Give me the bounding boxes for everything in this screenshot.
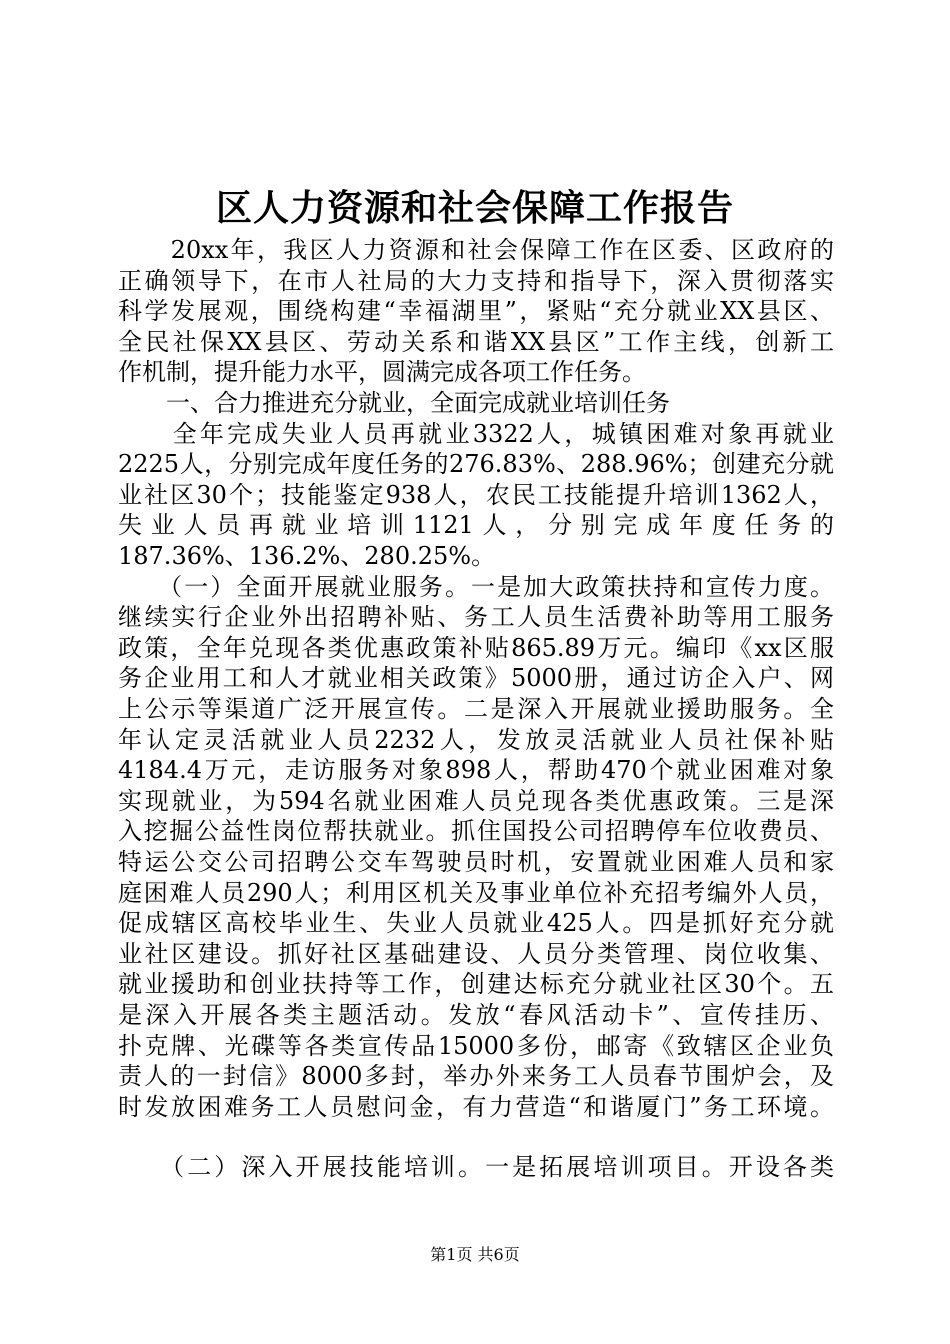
text-line: 政策，全年兑现各类优惠政策补贴865.89万元。编印《xx区服 [118,633,834,662]
text-line: 上公示等渠道广泛开展宣传。二是深入开展就业援助服务。全 [118,695,834,723]
text-line: 年认定灵活就业人员2232人，发放灵活就业人员社保补贴 [118,725,834,754]
text-line: 务企业用工和人才就业相关政策》5000册，通过访企入户、网 [118,664,834,693]
text-line: 业社区建设。抓好社区基础建设、人员分类管理、岗位收集、 [118,939,834,968]
text-line: 继续实行企业外出招聘补贴、务工人员生活费补助等用工服务 [118,603,834,632]
text-line: （二）深入开展技能培训。一是拓展培训项目。开设各类 [118,1153,834,1181]
text-line: 科学发展观，围绕构建“幸福湖里”，紧贴“充分就业XX县区、 [118,297,834,326]
text-line: 特运公交公司招聘公交车驾驶员时机，安置就业困难人员和家 [118,848,834,876]
text-line: 187.36%、136.2%、280.25%。 [118,542,496,570]
footer-page-info: 第1页 共6页 [430,1245,520,1264]
text-line: 就业援助和创业扶持等工作，创建达标充分就业社区30个。五 [118,970,834,999]
text-line: （一）全面开展就业服务。一是加大政策扶持和宣传力度。 [118,572,834,601]
text-line: 4184.4万元，走访服务对象898人，帮助470个就业困难对象 [118,756,834,785]
document-title: 区人力资源和社会保障工作报告 [215,187,734,229]
text-line: 入挖掘公益性岗位帮扶就业。抓住国投公司招聘停车位收费员、 [118,817,834,846]
text-line: 作机制，提升能力水平，圆满完成各项工作任务。 [118,358,646,387]
text-line: 庭困难人员290人；利用区机关及事业单位补充招考编外人员， [118,878,834,907]
text-line: 实现就业，为594名就业困难人员兑现各类优惠政策。三是深 [118,786,834,815]
text-line: 全民社保XX县区、劳动关系和谐XX县区”工作主线，创新工 [118,327,834,356]
text-line: 是深入开展各类主题活动。发放“春风活动卡”、宣传挂历、 [118,1001,834,1029]
section-heading: 一、合力推进充分就业，全面完成就业培训任务 [118,389,670,417]
text-line: 正确领导下，在市人社局的大力支持和指导下，深入贯彻落实 [118,266,834,295]
text-line: 20xx年，我区人力资源和社会保障工作在区委、区政府的 [118,236,834,264]
text-line: 促成辖区高校毕业生、失业人员就业425人。四是抓好充分就 [118,909,834,938]
text-line: 责人的一封信》8000多封，举办外来务工人员春节围炉会，及 [118,1062,834,1091]
text-line: 业社区30个；技能鉴定938人，农民工技能提升培训1362人， [118,480,834,509]
text-line: 时发放困难务工人员慰问金，有力营造“和谐厦门”务工环境。 [118,1092,834,1121]
text-line: 失业人员再就业培训1121人，分别完成年度任务的 [118,511,834,540]
text-line: 2225人，分别完成年度任务的276.83%、288.96%；创建充分就 [118,450,834,479]
text-line: 全年完成失业人员再就业3322人，城镇困难对象再就业 [118,419,834,448]
text-line: 扑克牌、光碟等各类宣传品15000多份，邮寄《致辖区企业负 [118,1031,834,1060]
